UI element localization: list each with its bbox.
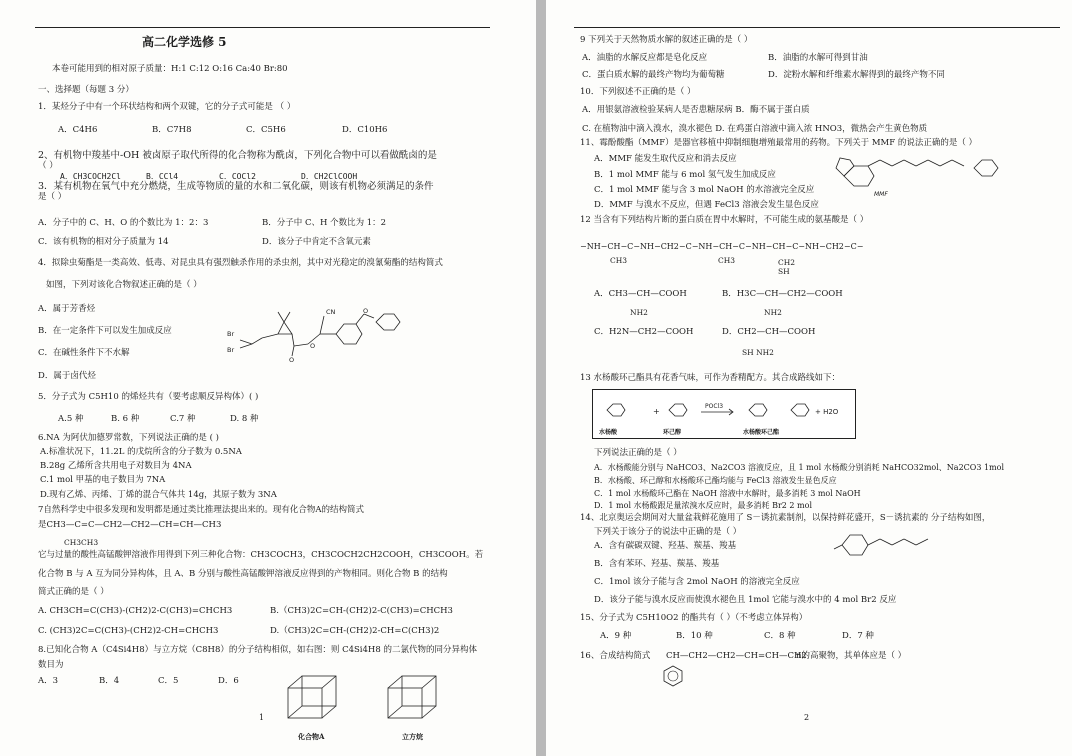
q7-text-1: 它与过量的酸性高锰酸钾溶液作用得到下列三种化合物：CH3COCH3，CH3COCH2CH2COOH，CH3COOH。若 bbox=[38, 550, 484, 560]
q12-option-d-sub: SH NH2 bbox=[742, 348, 774, 357]
q12-option-a: A．CH3—CH—COOH bbox=[594, 289, 687, 299]
q14-option-b: B．含有苯环、羟基、羰基、羧基 bbox=[594, 559, 720, 569]
svg-text:O: O bbox=[310, 342, 316, 350]
q8-stem: 8.已知化合物 A（C4Si4H8）与立方烷（C8H8）的分子结构相似，如右图：则 C4Si4H8 的二氯代物的同分异构体 bbox=[38, 645, 477, 655]
q11-option-a: A．MMF 能发生取代反应和消去反应 bbox=[594, 154, 737, 164]
q1-option-d: D．C10H6 bbox=[342, 125, 388, 135]
q8-caption-cubane: 立方烷 bbox=[402, 732, 423, 741]
q11-stem: 11、霉酚酸酯（MMF）是器官移植中抑制细胞增殖最常用的药物。下列关于 MMF 的说法正确的是（ ） bbox=[580, 138, 978, 148]
q14-option-c: C．1mol 该分子能与含 2mol NaOH 的溶液完全反应 bbox=[594, 577, 800, 587]
q9-option-a: A．油脂的水解反应都是皂化反应 bbox=[582, 53, 708, 63]
q4-cont: 如图，下列对该化合物叙述正确的是（ ） bbox=[46, 280, 202, 290]
q1-option-b: B．C7H8 bbox=[152, 125, 192, 135]
q7-option-a: A. CH3CH=C(CH3)-(CH2)2-C(CH3)=CHCH3 bbox=[38, 606, 233, 616]
q15-option-d: D．7 种 bbox=[842, 631, 874, 641]
q3-stem: 3．某有机物在氧气中充分燃烧，生成等物质的量的水和二氧化碳，则该有机物必须满足的条件 bbox=[38, 181, 434, 192]
atomic-masses: 本卷可能用到的相对原子质量：H:1 C:12 O:16 Ca:40 Br:80 bbox=[52, 64, 288, 74]
svg-text:MMF: MMF bbox=[874, 191, 888, 198]
q5-stem: 5．分子式为 C5H10 的烯烃共有（要考虑顺反异构体）( ) bbox=[38, 392, 259, 402]
exam-title: 高二化学选修 5 bbox=[142, 35, 227, 49]
q10-line-2: C. 在植物油中滴入溴水，溴水褪色 D. 在鸡蛋白溶液中滴入浓 HNO3，微热会产生黄色物质 bbox=[582, 124, 928, 134]
q8-option-d: D．6 bbox=[218, 676, 239, 686]
q15-option-a: A．9 种 bbox=[600, 631, 632, 641]
q12-option-b: B．H3C—CH—CH2—COOH bbox=[722, 289, 843, 299]
svg-text:水杨酸环己酯: 水杨酸环己酯 bbox=[743, 429, 780, 436]
q12-stem: 12 当含有下列结构片断的蛋白质在胃中水解时，不可能生成的氨基酸是（ ） bbox=[580, 215, 869, 225]
q12-option-b-sub: NH2 bbox=[764, 308, 782, 317]
q12-sub-1: CH3 bbox=[610, 256, 628, 265]
q12-sub-3: CH2 bbox=[778, 258, 796, 267]
q12-option-a-sub: NH2 bbox=[630, 308, 648, 317]
q4-stem: 4．拟除虫菊酯是一类高效、低毒、对昆虫具有强烈触杀作用的杀虫剂，其中对光稳定的溴氰菊酯的结构简式 bbox=[38, 258, 443, 268]
q12-option-d: D．CH2—CH—COOH bbox=[722, 327, 816, 337]
page-number: 2 bbox=[804, 713, 810, 722]
mmf-structure bbox=[824, 146, 1064, 204]
q14-cont: 下列关于该分子的说法中正确的是（ ） bbox=[594, 527, 742, 537]
q2-option-b: B．CCl4 bbox=[146, 172, 179, 181]
q2-stem: 2、有机物中羧基中-OH 被卤原子取代所得的化合物称为酰卤，下列化合物中可以看做酰卤的是 bbox=[38, 150, 437, 161]
q1-option-c: C．C5H6 bbox=[246, 125, 286, 135]
q14-option-d: D．该分子能与溴水反应而使溴水褪色且 1mol 它能与溴水中的 4 mol Br2 反应 bbox=[594, 595, 897, 605]
q9-stem: 9 下列关于天然物质水解的叙述正确的是（ ） bbox=[580, 35, 753, 45]
q13-stem: 13 水杨酸环己酯具有花香气味，可作为香精配方。其合成路线如下： bbox=[580, 373, 841, 383]
svg-text:O: O bbox=[289, 356, 295, 364]
q4-option-d: D．属于卤代烃 bbox=[38, 371, 96, 381]
q8-cont: 数目为 bbox=[38, 660, 64, 670]
q7-option-b: B.（CH3)2C=CH-(CH2)2-C(CH3)=CHCH3 bbox=[270, 606, 453, 616]
q16-tail: n的高聚物，其单体应是（ ） bbox=[796, 651, 907, 661]
q4-option-b: B．在一定条件下可以发生加成反应 bbox=[38, 326, 172, 336]
q15-option-b: B．10 种 bbox=[676, 631, 713, 641]
svg-text:+ H2O: + H2O bbox=[815, 408, 839, 416]
q3-cont: 是（ ） bbox=[38, 192, 67, 202]
page-top-rule bbox=[35, 27, 490, 28]
q11-option-b: B．1 mol MMF 能与 6 mol 氢气发生加成反应 bbox=[594, 170, 776, 180]
q10-line-1: A．用银氨溶液检验某病人是否患糖尿病 B．酶不属于蛋白质 bbox=[582, 105, 810, 115]
q5-option-c: C.7 种 bbox=[170, 414, 196, 424]
q6-option-c: C.1 mol 甲基的电子数目为 7NA bbox=[40, 475, 166, 485]
svg-text:环己醇: 环己醇 bbox=[663, 429, 682, 436]
svg-text:POCl3: POCl3 bbox=[705, 403, 724, 410]
q8-option-a: A．3 bbox=[38, 676, 59, 686]
svg-text:Br: Br bbox=[227, 346, 235, 354]
svg-text:Br: Br bbox=[227, 330, 235, 338]
deltamethrin-structure bbox=[226, 300, 456, 372]
q8-caption-compound-a: 化合物A bbox=[298, 732, 325, 741]
q1-option-a: A．C4H6 bbox=[58, 125, 98, 135]
q16-stem: 16、合成结构简式 bbox=[580, 651, 651, 661]
q6-option-d: D.现有乙烯、丙烯、丁烯的混合气体共 14g，其原子数为 3NA bbox=[40, 490, 277, 500]
q10-stem: 10．下列叙述不正确的是（ ） bbox=[580, 87, 696, 97]
svg-text:O: O bbox=[363, 307, 369, 315]
q15-option-c: C．8 种 bbox=[764, 631, 796, 641]
q9-option-d: D．淀粉水解和纤维素水解得到的最终产物不同 bbox=[768, 70, 945, 80]
q1-stem: 1．某烃分子中有一个环状结构和两个双键，它的分子式可能是 （ ） bbox=[38, 102, 296, 112]
q12-chain: −NH−CH−C−NH−CH2−C−NH−CH−C−NH−CH−C−NH−CH2−C− bbox=[580, 242, 864, 251]
q15-stem: 15、分子式为 C5H10O2 的酯共有（ ）（不考虑立体异构） bbox=[580, 613, 808, 623]
q4-option-a: A．属于芳香烃 bbox=[38, 304, 96, 314]
q11-option-c: C．1 mol MMF 能与含 3 mol NaOH 的水溶液完全反应 bbox=[594, 185, 815, 195]
q6-option-a: A.标准状况下，11.2L 的戊烷所含的分子数为 0.5NA bbox=[40, 447, 242, 457]
q7-option-d: D.（CH3)2C=CH-(CH2)2-CH=C(CH3)2 bbox=[270, 626, 440, 636]
q11-option-d: D．MMF 与溴水不反应，但遇 FeCl3 溶液会发生显色反应 bbox=[594, 200, 819, 210]
q8-option-b: B．4 bbox=[99, 676, 120, 686]
q3-option-a: A．分子中的 C、H、O 的个数比为 1：2：3 bbox=[38, 218, 209, 228]
svg-text:CN: CN bbox=[326, 308, 336, 316]
q13-question: 下列说法正确的是（ ） bbox=[594, 448, 682, 458]
q7-substituents: CH3CH3 bbox=[64, 538, 99, 547]
q5-option-d: D. 8 种 bbox=[230, 414, 259, 424]
q14-stem: 14、北京奥运会期间对大量盆栽鲜花施用了 S－诱抗素制剂，以保持鲜花盛开，S－诱抗素的 分子结构如图， bbox=[580, 513, 991, 523]
section-heading: 一、选择题（每题 3 分） bbox=[38, 85, 134, 95]
page-top-rule bbox=[574, 27, 1060, 28]
q2-option-a: A．CH3COCH2Cl bbox=[60, 172, 121, 181]
q13-reaction-scheme bbox=[592, 389, 856, 439]
q12-sub-2: CH3 bbox=[718, 256, 736, 265]
q2-paren: （ ） bbox=[38, 161, 58, 171]
q14-option-a: A．含有碳碳双键、羟基、羰基、羧基 bbox=[594, 541, 737, 551]
q12-option-c: C．H2N—CH2—COOH bbox=[594, 327, 694, 337]
q6-stem: 6.NA 为阿伏加德罗常数，下列说法正确的是 ( ) bbox=[38, 433, 219, 443]
q5-option-b: B. 6 种 bbox=[111, 414, 140, 424]
q5-option-a: A.5 种 bbox=[58, 414, 84, 424]
q9-option-b: B．油脂的水解可得到甘油 bbox=[768, 53, 868, 63]
q16-benzene-ring bbox=[658, 662, 688, 690]
q7-option-c: C. (CH3)2C=C(CH3)-(CH2)2-CH=CHCH3 bbox=[38, 626, 219, 636]
exam-page-2 bbox=[546, 0, 1072, 756]
svg-text:+: + bbox=[653, 407, 660, 416]
q7-stem: 7自然科学史中很多发现和发明都是通过类比推理法提出来的。现有化合物A的结构简式 bbox=[38, 505, 365, 515]
q9-option-c: C．蛋白质水解的最终产物均为葡萄糖 bbox=[582, 70, 725, 80]
q2-option-c: C．COCl2 bbox=[219, 172, 256, 181]
q16-formula: CH—CH2—CH2—CH=CH—CH2 bbox=[666, 651, 807, 661]
page-number: 1 bbox=[259, 713, 265, 722]
abscisic-acid-structure bbox=[828, 523, 978, 569]
q6-option-b: B.28g 乙烯所含共用电子对数目为 4NA bbox=[40, 461, 192, 471]
q8-option-c: C．5 bbox=[158, 676, 179, 686]
q2-option-d: D．CH2ClCOOH bbox=[301, 172, 358, 181]
q4-option-c: C．在碱性条件下不水解 bbox=[38, 348, 130, 358]
q13-option-b: B．水杨酸、环己醇和水杨酸环己酯均能与 FeCl3 溶液发生显色反应 bbox=[594, 476, 837, 485]
q13-option-c: C．1 mol 水杨酸环己酯在 NaOH 溶液中水解时，最多消耗 3 mol NaOH bbox=[594, 489, 861, 498]
q12-sub-4: SH bbox=[778, 267, 790, 276]
q3-option-d: D．该分子中肯定不含氧元素 bbox=[262, 237, 371, 247]
q3-option-b: B．分子中 C、H 个数比为 1：2 bbox=[262, 218, 387, 228]
q13-option-a: A．水杨酸能分别与 NaHCO3、Na2CO3 溶液反应，且 1 mol 水杨酸分别消耗 NaHCO32mol、Na2CO3 1mol bbox=[594, 463, 1005, 472]
svg-text:水杨酸: 水杨酸 bbox=[599, 429, 618, 436]
q7-formula: 是CH3—C=C—CH2—CH2—CH=CH—CH3 bbox=[38, 520, 222, 530]
q7-text-3: 简式正确的是（ ） bbox=[38, 587, 109, 597]
q13-option-d: D．1 mol 水杨酸跟足量浓溴水反应时，最多消耗 Br2 2 mol bbox=[594, 501, 813, 510]
q7-text-2: 化合物 B 与 A 互为同分异构体，且 A、B 分别与酸性高锰酸钾溶液反应得到的产物相同。则化合物 B 的结构 bbox=[38, 569, 448, 579]
q3-option-c: C．该有机物的相对分子质量为 14 bbox=[38, 237, 169, 247]
